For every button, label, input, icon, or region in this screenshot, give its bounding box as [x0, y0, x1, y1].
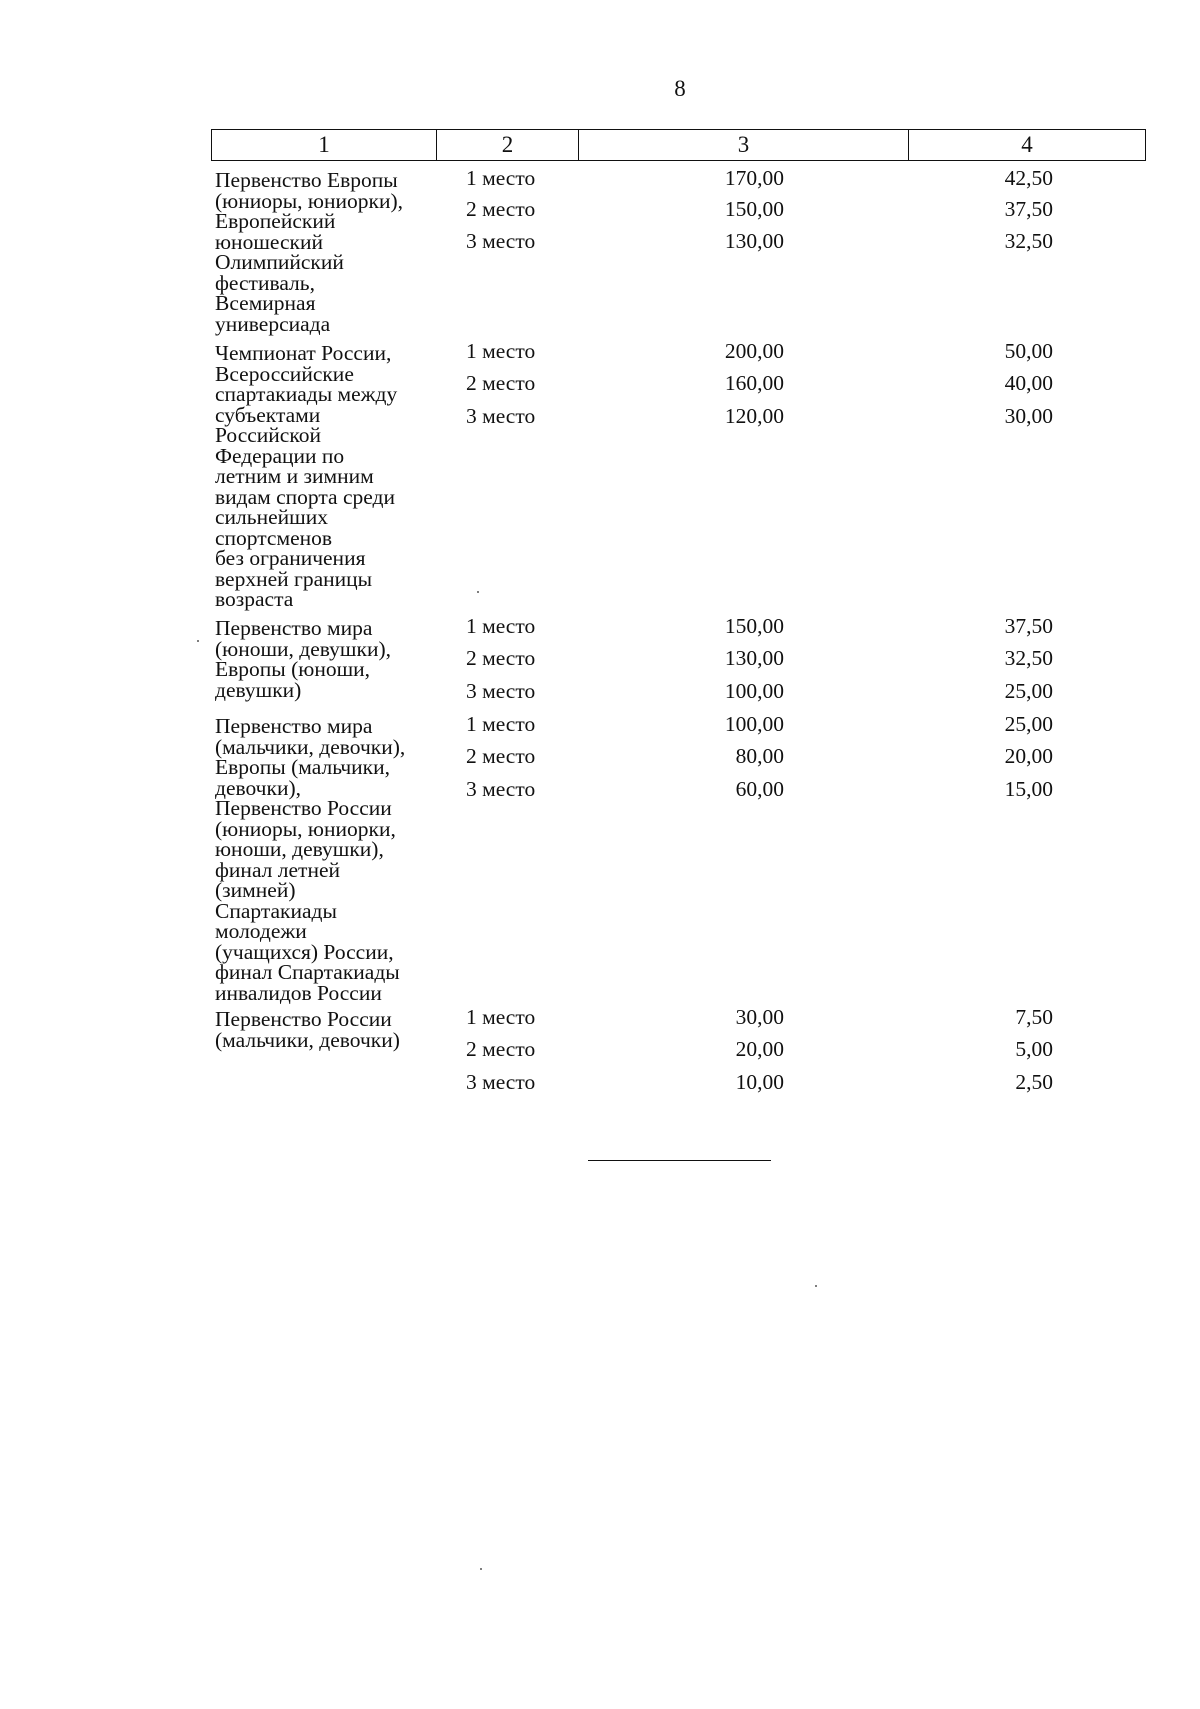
share-cell: 42,50 — [1004, 166, 1053, 190]
amount-cell: 10,00 — [735, 1070, 784, 1094]
share-cell: 30,00 — [1004, 404, 1053, 428]
amount-cell: 100,00 — [724, 679, 784, 703]
header-cell-4: 4 — [1021, 132, 1033, 157]
place-cell: 2 место — [466, 197, 536, 221]
table-row — [0, 229, 1200, 259]
place-cell: 2 место — [466, 1037, 536, 1061]
share-cell: 40,00 — [1004, 371, 1053, 395]
place-cell: 1 место — [466, 1005, 536, 1029]
share-cell: 2,50 — [1015, 1070, 1053, 1094]
table-row — [0, 777, 1200, 807]
competition-label: Чемпионат России, Всероссийские спартакиады между субъектами Российской Федерации по летним и зимним видам спорта среди сильнейших спортсменов без ограничения верхней границы возраста — [215, 341, 398, 611]
share-cell: 50,00 — [1004, 339, 1053, 363]
end-of-document-rule — [588, 1160, 771, 1161]
header-cell-1: 1 — [212, 130, 437, 160]
scan-speck — [477, 591, 479, 593]
place-cell: 2 место — [466, 371, 536, 395]
table-row — [0, 1070, 1200, 1100]
table-row — [0, 166, 1200, 196]
amount-cell: 30,00 — [735, 1005, 784, 1029]
competition-label: Первенство России (мальчики, девочки) — [215, 1007, 400, 1052]
amount-cell: 80,00 — [735, 744, 784, 768]
competition-label: Первенство мира (юноши, девушки), Европы (юноши, девушки) — [215, 616, 391, 702]
share-cell: 37,50 — [1004, 197, 1053, 221]
place-cell: 1 место — [466, 614, 536, 638]
amount-cell: 160,00 — [724, 371, 784, 395]
share-cell: 32,50 — [1004, 229, 1053, 253]
table-row — [0, 614, 1200, 644]
place-cell: 3 место — [466, 679, 536, 703]
place-cell: 3 место — [466, 229, 536, 253]
share-cell: 25,00 — [1004, 679, 1053, 703]
competition-label: Первенство Европы (юниоры, юниорки), Европейский юношеский Олимпийский фестиваль, Всемирная универсиада — [215, 168, 403, 336]
place-cell: 3 место — [466, 777, 536, 801]
amount-cell: 150,00 — [724, 197, 784, 221]
share-cell: 20,00 — [1004, 744, 1053, 768]
competition-label: Первенство мира (мальчики, девочки), Европы (мальчики, девочки), Первенство России (юниоры, юниорки, юноши, девушки), финал летней (зимней) Спартакиады молодежи (учащихся) России, финал Спартакиады инвалидов России — [215, 714, 406, 1005]
table-row — [0, 744, 1200, 774]
amount-cell: 150,00 — [724, 614, 784, 638]
share-cell: 32,50 — [1004, 646, 1053, 670]
header-cell-2: 2 — [437, 130, 579, 160]
table-row — [0, 339, 1200, 369]
amount-cell: 120,00 — [724, 404, 784, 428]
place-cell: 1 место — [466, 339, 536, 363]
amount-cell: 100,00 — [724, 712, 784, 736]
table-row — [0, 197, 1200, 227]
scan-speck — [815, 1285, 817, 1287]
place-cell: 3 место — [466, 404, 536, 428]
share-cell: 7,50 — [1015, 1005, 1053, 1029]
place-cell: 1 место — [466, 166, 536, 190]
share-cell: 25,00 — [1004, 712, 1053, 736]
amount-cell: 60,00 — [735, 777, 784, 801]
share-cell: 15,00 — [1004, 777, 1053, 801]
table-row — [0, 404, 1200, 434]
amount-cell: 20,00 — [735, 1037, 784, 1061]
amount-cell: 130,00 — [724, 229, 784, 253]
amount-cell: 170,00 — [724, 166, 784, 190]
table-row — [0, 712, 1200, 742]
share-cell: 5,00 — [1015, 1037, 1053, 1061]
table-row — [0, 1005, 1200, 1035]
scan-speck — [197, 640, 199, 642]
page-number: 8 — [674, 76, 686, 101]
place-cell: 1 место — [466, 712, 536, 736]
place-cell: 2 место — [466, 646, 536, 670]
place-cell: 3 место — [466, 1070, 536, 1094]
header-cell-3: 3 — [579, 130, 909, 160]
share-cell: 37,50 — [1004, 614, 1053, 638]
place-cell: 2 место — [466, 744, 536, 768]
amount-cell: 200,00 — [724, 339, 784, 363]
scan-speck — [480, 1568, 482, 1570]
table-header-row — [211, 129, 1146, 161]
table-row — [0, 1037, 1200, 1067]
amount-cell: 130,00 — [724, 646, 784, 670]
table-row — [0, 371, 1200, 401]
table-row — [0, 679, 1200, 709]
table-row — [0, 646, 1200, 676]
